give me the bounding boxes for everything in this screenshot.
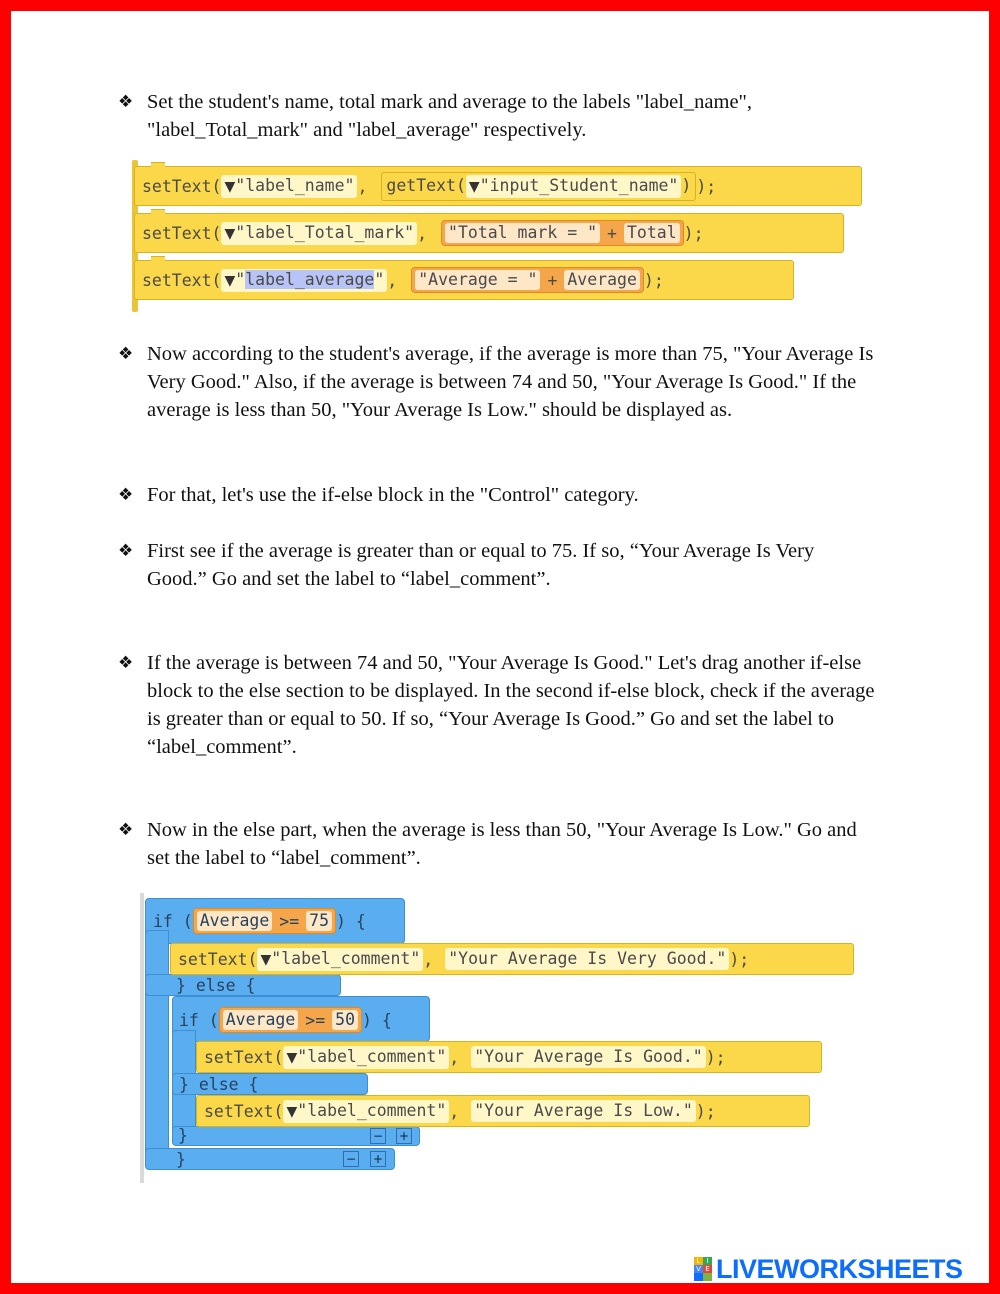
settext-keyword: setText( — [178, 949, 258, 969]
outer-if-condition-line — [153, 908, 366, 934]
close-statement: ); — [696, 176, 717, 196]
block-notch — [151, 256, 165, 263]
average-variable: Average — [564, 270, 640, 290]
number-75: 75 — [306, 911, 332, 931]
label-comment-dropdown[interactable] — [283, 1100, 449, 1123]
low-string[interactable]: "Your Average Is Low." — [471, 1100, 696, 1122]
dropdown-arrow-icon: ▼ — [286, 1049, 298, 1066]
close-paren: ) — [681, 175, 692, 195]
dropdown-arrow-icon: ▼ — [286, 1103, 298, 1120]
instruction-text: Now according to the student's average, if the average is more than 75, "Your Average Is Very Good." Also, if the average is between 74 and 50, "Your Average Is Good." If the average is less than 50, "Your Average Is Low." should be displayed as. — [147, 343, 874, 421]
logo-cube-blank-1 — [694, 1273, 703, 1281]
label-comment-text: "label_comment" — [271, 948, 421, 968]
open-brace: ) { — [362, 1010, 392, 1030]
instruction-text: Set the student's name, total mark and average to the labels "label_name", "label_Total_mark" and "label_average" respectively. — [147, 91, 753, 141]
diamond-bullet-icon: ❖ — [118, 344, 134, 364]
if-keyword: if ( — [153, 911, 193, 931]
instruction-bullet-4 — [118, 537, 878, 593]
dropdown-arrow-icon: ▼ — [468, 178, 480, 195]
label-comment-dropdown[interactable] — [257, 948, 423, 971]
block-notch — [151, 209, 165, 216]
diamond-bullet-icon: ❖ — [118, 820, 134, 840]
diamond-bullet-icon: ❖ — [118, 485, 134, 505]
comma: , — [423, 949, 434, 969]
average-string: "Average = " — [415, 270, 540, 290]
comma: , — [357, 176, 368, 196]
gettext-keyword: getText( — [386, 175, 466, 195]
label-total-mark-dropdown[interactable] — [221, 222, 417, 245]
instruction-text: For that, let's use the if-else block in the "Control" category. — [147, 484, 639, 506]
inner-plus-button[interactable]: + — [396, 1128, 412, 1144]
liveworksheets-logo-icon — [694, 1257, 712, 1281]
input-student-name-dropdown[interactable] — [466, 175, 681, 198]
workspace-edge — [140, 893, 144, 1183]
diamond-bullet-icon: ❖ — [118, 653, 134, 673]
average-compare-75[interactable] — [193, 908, 336, 934]
instruction-bullet-6 — [118, 816, 878, 872]
else-keyword: } else { — [179, 1075, 259, 1094]
instruction-bullet-2 — [118, 340, 878, 424]
average-concat-expression[interactable] — [411, 267, 644, 293]
settext-keyword: setText( — [142, 270, 222, 290]
label-name-dropdown[interactable] — [221, 175, 357, 198]
instruction-bullet-5 — [118, 649, 878, 761]
outer-close-brace: } — [176, 1150, 186, 1169]
close-statement: ); — [705, 1047, 726, 1067]
dropdown-arrow-icon: ▼ — [224, 225, 236, 242]
input-student-name-text: "input_Student_name" — [479, 175, 679, 195]
average-compare-50[interactable] — [219, 1007, 362, 1033]
total-mark-string: "Total mark = " — [445, 223, 600, 243]
else-keyword: } else { — [176, 976, 256, 995]
outer-minus-button[interactable]: − — [343, 1151, 359, 1167]
comma: , — [417, 223, 428, 243]
inner-minus-button[interactable]: − — [370, 1128, 386, 1144]
settext-low-block[interactable] — [196, 1095, 810, 1127]
comma: , — [387, 270, 398, 290]
logo-cube-v: V — [694, 1265, 703, 1273]
label-name-text: "label_name" — [235, 175, 355, 195]
liveworksheets-wordmark: LIVEWORKSHEETS — [716, 1253, 963, 1284]
outer-plus-button[interactable]: + — [370, 1151, 386, 1167]
number-50: 50 — [332, 1010, 358, 1030]
comma: , — [449, 1047, 460, 1067]
label-total-mark-text: "label_Total_mark" — [235, 222, 415, 242]
gte-operator: >= — [305, 1010, 326, 1030]
average-variable: Average — [223, 1010, 299, 1030]
gettext-block[interactable] — [381, 172, 696, 201]
plus-operator: + — [607, 223, 617, 243]
instruction-text: If the average is between 74 and 50, "Your Average Is Good." Let's drag another if-else block to the else section to be displayed. In the second if-else block, check if the average is greater than or equal to 50. If so, “Your Average Is Good.” Go and set the label to “label_comment”. — [147, 652, 875, 758]
settext-very-good-block[interactable] — [170, 943, 854, 975]
quote: " — [235, 269, 246, 289]
instruction-text: Now in the else part, when the average is less than 50, "Your Average Is Low." Go and set the label to “label_comment”. — [147, 819, 857, 869]
total-variable: Total — [624, 223, 680, 243]
total-concat-expression[interactable] — [441, 220, 684, 246]
settext-keyword: setText( — [204, 1101, 284, 1121]
dropdown-arrow-icon: ▼ — [224, 272, 236, 289]
outer-if-spine — [145, 930, 169, 1168]
close-statement: ); — [729, 949, 750, 969]
close-statement: ); — [643, 270, 664, 290]
label-average-selected-text[interactable]: label_average — [245, 269, 375, 289]
diamond-bullet-icon: ❖ — [118, 541, 134, 561]
very-good-string[interactable]: "Your Average Is Very Good." — [445, 948, 729, 970]
label-comment-text: "label_comment" — [297, 1046, 447, 1066]
close-statement: ); — [695, 1101, 716, 1121]
good-string[interactable]: "Your Average Is Good." — [471, 1046, 705, 1068]
liveworksheets-logo — [694, 1253, 963, 1284]
logo-cube-e: E — [703, 1265, 712, 1273]
logo-cube-i: I — [703, 1257, 712, 1265]
quote: " — [374, 269, 385, 289]
settext-label-name-block[interactable] — [134, 166, 862, 206]
gte-operator: >= — [279, 911, 300, 931]
settext-keyword: setText( — [142, 223, 222, 243]
instruction-bullet-3 — [118, 481, 878, 509]
logo-cube-blank-2 — [703, 1273, 712, 1281]
comma: , — [449, 1101, 460, 1121]
settext-average-block[interactable] — [134, 260, 794, 300]
inner-if-condition-line — [179, 1007, 392, 1033]
open-brace: ) { — [336, 911, 366, 931]
settext-keyword: setText( — [142, 176, 222, 196]
average-variable: Average — [197, 911, 273, 931]
if-keyword: if ( — [179, 1010, 219, 1030]
instruction-text: First see if the average is greater than or equal to 75. If so, “Your Average Is Very Good.” Go and set the label to “label_comment”. — [147, 540, 815, 590]
logo-cube-l: L — [694, 1257, 703, 1265]
diamond-bullet-icon: ❖ — [118, 92, 134, 112]
instruction-bullet-1 — [118, 88, 878, 144]
settext-keyword: setText( — [204, 1047, 284, 1067]
settext-total-mark-block[interactable] — [134, 213, 844, 253]
block-notch — [151, 162, 165, 169]
label-average-dropdown[interactable] — [221, 269, 387, 292]
dropdown-arrow-icon: ▼ — [260, 951, 272, 968]
dropdown-arrow-icon: ▼ — [224, 178, 236, 195]
close-statement: ); — [683, 223, 704, 243]
label-comment-dropdown[interactable] — [283, 1046, 449, 1069]
label-comment-text: "label_comment" — [297, 1100, 447, 1120]
settext-good-block[interactable] — [196, 1041, 822, 1073]
inner-close-brace: } — [178, 1126, 188, 1145]
plus-operator: + — [547, 270, 558, 290]
